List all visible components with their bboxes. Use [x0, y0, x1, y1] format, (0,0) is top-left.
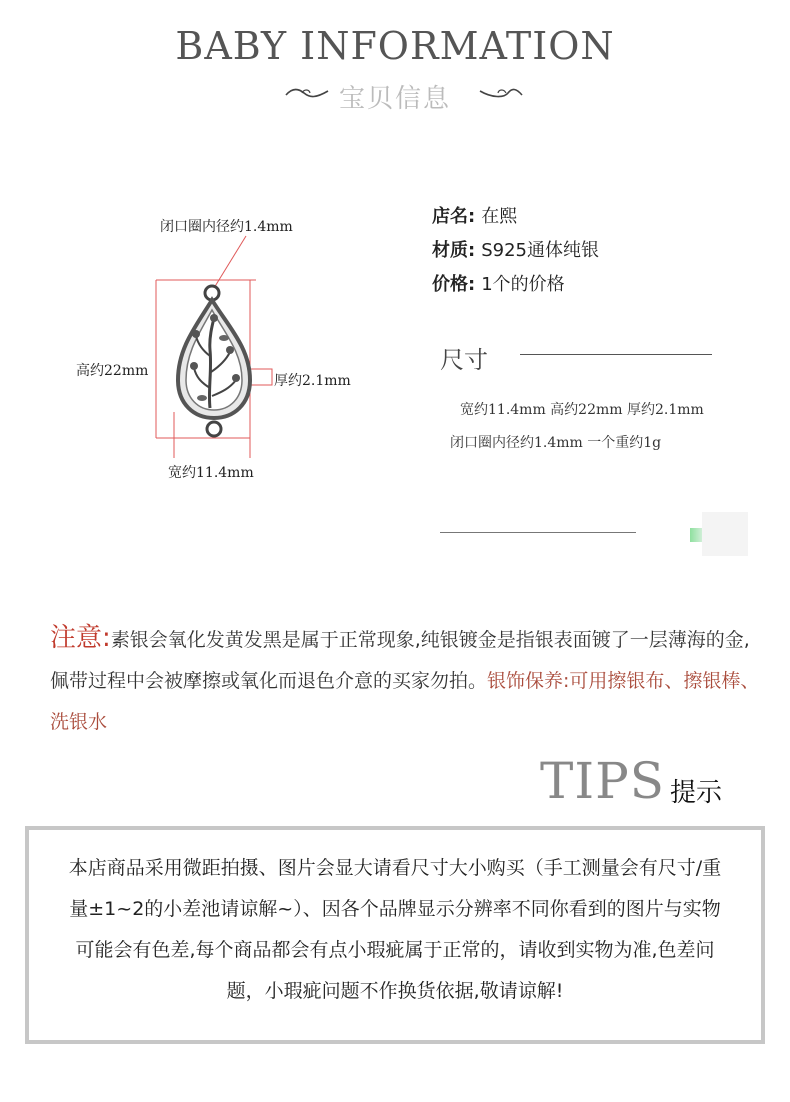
page-title: BABY INFORMATION — [175, 24, 615, 68]
price-row — [432, 270, 565, 296]
height-label: 高约22mm — [76, 363, 149, 379]
decorative-mark — [690, 528, 702, 542]
tips-title: TIPS — [540, 752, 665, 810]
size-bottom-divider — [440, 532, 636, 533]
material-value: S925通体纯银 — [481, 240, 599, 261]
price-key: 价格: — [432, 274, 476, 295]
right-flourish-icon — [478, 86, 524, 100]
shop-key: 店名: — [432, 206, 476, 227]
decorative-square — [702, 512, 748, 556]
size-heading: 尺寸 — [440, 346, 488, 374]
inner-diameter-label: 闭口圈内径约1.4mm — [160, 219, 293, 235]
price-value: 1个的价格 — [481, 274, 565, 295]
thickness-label: 厚约2.1mm — [274, 373, 351, 389]
page-subtitle: 宝贝信息 — [338, 84, 451, 114]
shop-row — [432, 202, 517, 228]
notice-label: 注意: — [50, 623, 111, 653]
tips-subtitle: 提示 — [670, 778, 723, 808]
material-row — [432, 236, 599, 262]
tips-text: 本店商品采用微距拍摄、图片会显大请看尺寸大小购买（手工测量会有尺寸/重量±1~2的小差池请谅解~）、因各个品牌显示分辨率不同你看到的图片与实物可能会有色差,每个商品都会有点小瑕疵属于正常的，请收到实物为准,色差问题，小瑕疵问题不作换货依据,敬请谅解! — [68, 857, 722, 1002]
size-description: 宽约11.4mm 高约22mm 厚约2.1mm 闭口圈内径约1.4mm 一个重约1g — [450, 402, 704, 451]
shop-value: 在熙 — [481, 206, 518, 227]
pendant-illustration — [60, 200, 400, 500]
notice-text: 素银会氧化发黄发黑是属于正常现象,纯银镀金是指银表面镀了一层薄海的金,佩带过程中会被摩擦或氧化而退色介意的买家勿拍。 — [50, 629, 750, 692]
width-label: 宽约11.4mm — [168, 465, 254, 481]
product-diagram — [60, 200, 400, 500]
size-divider — [520, 354, 712, 355]
material-key: 材质: — [432, 240, 476, 261]
notice-paragraph — [50, 618, 762, 743]
care-text: 银饰保养:可用擦银布、擦银棒、洗银水 — [50, 670, 760, 733]
